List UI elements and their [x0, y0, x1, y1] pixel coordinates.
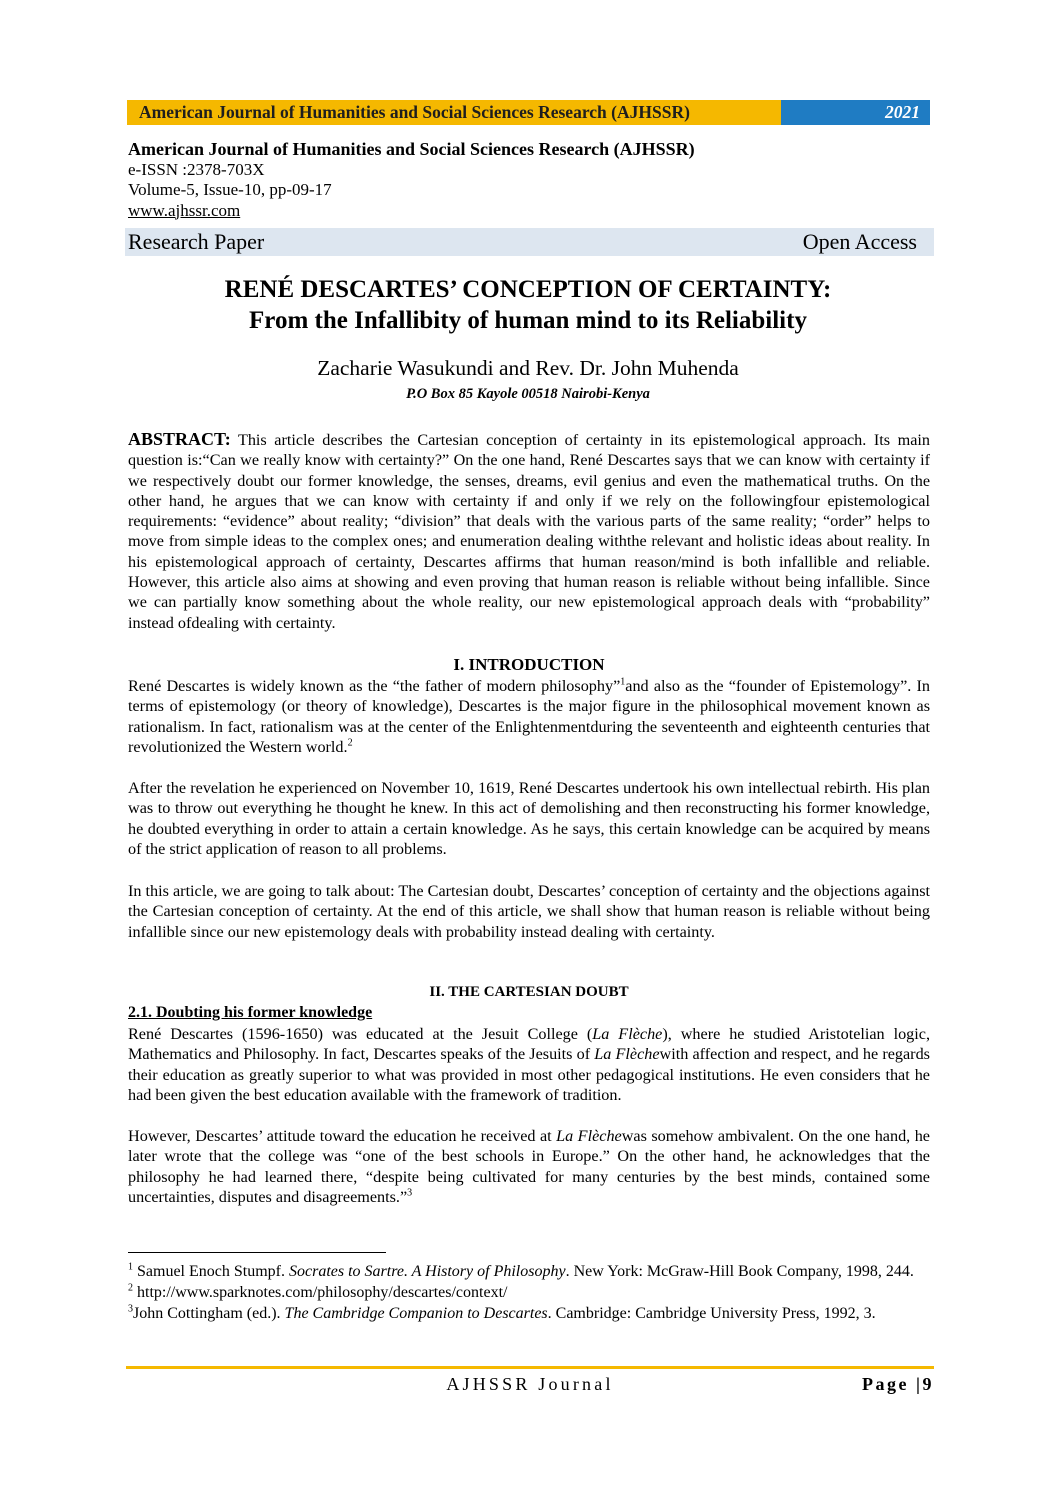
- footnote-1-text-a: Samuel Enoch Stumpf.: [133, 1263, 289, 1280]
- doubt-p1-text-b: ), where he studied Aristotelian logic, Mathematics and Philosophy. In fact, Descartes speaks of the Jesuits of: [128, 1025, 930, 1064]
- intro-heading: I. INTRODUCTION: [453, 655, 605, 674]
- doubt-p1-text-c: with affection and respect, and he regards their education as greatly superior to what was provided in most other pedagogical institutions. He even considers that he had been given the best education available with the framework of tradition.: [128, 1045, 930, 1104]
- journal-url-link[interactable]: www.ajhssr.com: [128, 200, 241, 220]
- doubt-p1-text-a: René Descartes (1596-1650) was educated at the Jesuit College (: [128, 1025, 593, 1043]
- footnote-3-italic: The Cambridge Companion to Descartes: [284, 1305, 548, 1322]
- header-journal-name: American Journal of Humanities and Social Sciences Research (AJHSSR): [127, 100, 781, 125]
- page-footer: [126, 1374, 934, 1396]
- footnote-ref-1: 1: [620, 676, 626, 688]
- journal-info: [128, 139, 928, 221]
- footnote-ref-3: 3: [407, 1187, 413, 1199]
- intro-paragraph-1: [128, 676, 930, 757]
- doubt-subheading: 2.1. Doubting his former knowledge: [128, 1004, 373, 1021]
- doubt-p1-italic-2: La Flèche: [594, 1045, 660, 1064]
- doubt-paragraph-2: [128, 1126, 930, 1207]
- doubt-p2-italic: La Flèche: [556, 1127, 622, 1145]
- doubt-p2-text-b: was somehow ambivalent. On the one hand, he later wrote that the college was “one of the best schools in Europe.” On the other hand, he acknowledges that the philosophy he had learned there, “despite being cultivated for many centuries by the best minds, contained some uncertainties, disputes and disagreements.”: [128, 1127, 930, 1206]
- paper-type-label: Research Paper: [128, 229, 265, 254]
- abstract-text: This article describes the Cartesian conception of certainty in its epistemological approach. Its main question is:“Can we really know with certainty?” On the one hand, René Descartes says that we can know with certainty if we respectively doubt our former knowledge, the senses, dreams, evil genius and even the mathematical truths. On the other hand, he argues that we can know with certainty if and only if we rely on the followingfour epistemological requirements: “evidence” about reality; “division” that deals with the various parts of the same reality; “order” helps to move from simple ideas to the complex ones; and enumeration dealing withthe relevant and holistic ideas about reality. In his epistemological approach of certainty, Descartes affirms that human reason/mind is both infallible and reliable. However, this article also aims at showing and even proving that human reason is reliable without being infallible. Since we can partially know something about the whole reality, our new epistemological approach deals with “probability” instead ofdealing with certainty.: [128, 431, 930, 632]
- doubt-heading: II. THE CARTESIAN DOUBT: [429, 984, 629, 1000]
- footnote-3-text-a: John Cottingham (ed.).: [133, 1305, 285, 1322]
- paper-title: [128, 274, 928, 336]
- footnote-1-italic: Socrates to Sartre. A History of Philosophy: [288, 1263, 566, 1280]
- doubt-p2-text-a: However, Descartes’ attitude toward the education he received at: [128, 1127, 557, 1145]
- authors: Zacharie Wasukundi and Rev. Dr. John Muhenda: [317, 356, 739, 380]
- footnote-num-2: 2: [128, 1282, 133, 1294]
- intro-p1-text-b: and also as the “founder of Epistemology”. In terms of epistemology (or theory of knowledge), Descartes is the major figure in the philosophical movement known as rationalism. In fact, rationalism was at the center of the Enlightenmentduring the seventeenth and eighteenth centuries that revolutionized the Western world.: [128, 677, 930, 756]
- journal-volume: Volume-5, Issue-10, pp-09-17: [128, 180, 332, 199]
- abstract: [128, 429, 930, 633]
- paper-title-line2: From the Infallibity of human mind to its Reliability: [249, 307, 807, 334]
- footnote-2-link[interactable]: http://www.sparknotes.com/philosophy/descartes/context/: [133, 1284, 508, 1301]
- footer-journal: AJHSSR Journal: [446, 1374, 614, 1394]
- journal-title: American Journal of Humanities and Social Sciences Research (AJHSSR): [128, 139, 695, 159]
- intro-p1-text-a: René Descartes is widely known as the “the father of modern philosophy”: [128, 677, 621, 695]
- footnote-divider: [128, 1252, 386, 1253]
- doubt-p1-italic-1: La Flèche: [592, 1025, 663, 1043]
- doubt-paragraph-1: [128, 1024, 930, 1105]
- footer-divider: [126, 1366, 934, 1369]
- author-address: P.O Box 85 Kayole 00518 Nairobi-Kenya: [406, 386, 650, 402]
- open-access-label: Open Access: [802, 229, 917, 254]
- footnote-3: [128, 1303, 930, 1324]
- footnotes: [128, 1261, 930, 1324]
- page-number: Page |9: [862, 1374, 934, 1394]
- header-year: 2021: [781, 100, 930, 125]
- paper-type-band: [125, 228, 934, 256]
- footnote-num-1: 1: [128, 1261, 133, 1273]
- footnote-2: [128, 1282, 930, 1303]
- footnote-1: [128, 1261, 930, 1282]
- footnote-1-text-b: . New York: McGraw-Hill Book Company, 1998, 244.: [565, 1263, 914, 1280]
- intro-paragraph-2: After the revelation he experienced on November 10, 1619, René Descartes undertook his own intellectual rebirth. His plan was to throw out everything he thought he knew. In this act of demolishing and then reconstructing his former knowledge, he doubted everything in order to attain a certain knowledge. As he says, this certain knowledge can be acquired by means of the strict application of reason to all problems.: [128, 779, 930, 858]
- footnote-ref-2: 2: [347, 737, 353, 749]
- abstract-label: ABSTRACT:: [128, 429, 231, 449]
- paper-title-line1: RENÉ DESCARTES’ CONCEPTION OF CERTAINTY:: [224, 276, 832, 303]
- header-bar: [127, 100, 930, 125]
- footnote-3-text-b: . Cambridge: Cambridge University Press, 1992, 3.: [547, 1305, 876, 1322]
- footnote-num-3: 3: [128, 1303, 133, 1315]
- journal-eissn: e-ISSN :2378-703X: [128, 159, 265, 179]
- intro-paragraph-3: In this article, we are going to talk about: The Cartesian doubt, Descartes’ conception of certainty and the objections against the Cartesian conception of certainty. At the end of this article, we shall show that human reason is reliable without being infallible since our new epistemology deals with probability instead dealing with certainty.: [128, 882, 930, 941]
